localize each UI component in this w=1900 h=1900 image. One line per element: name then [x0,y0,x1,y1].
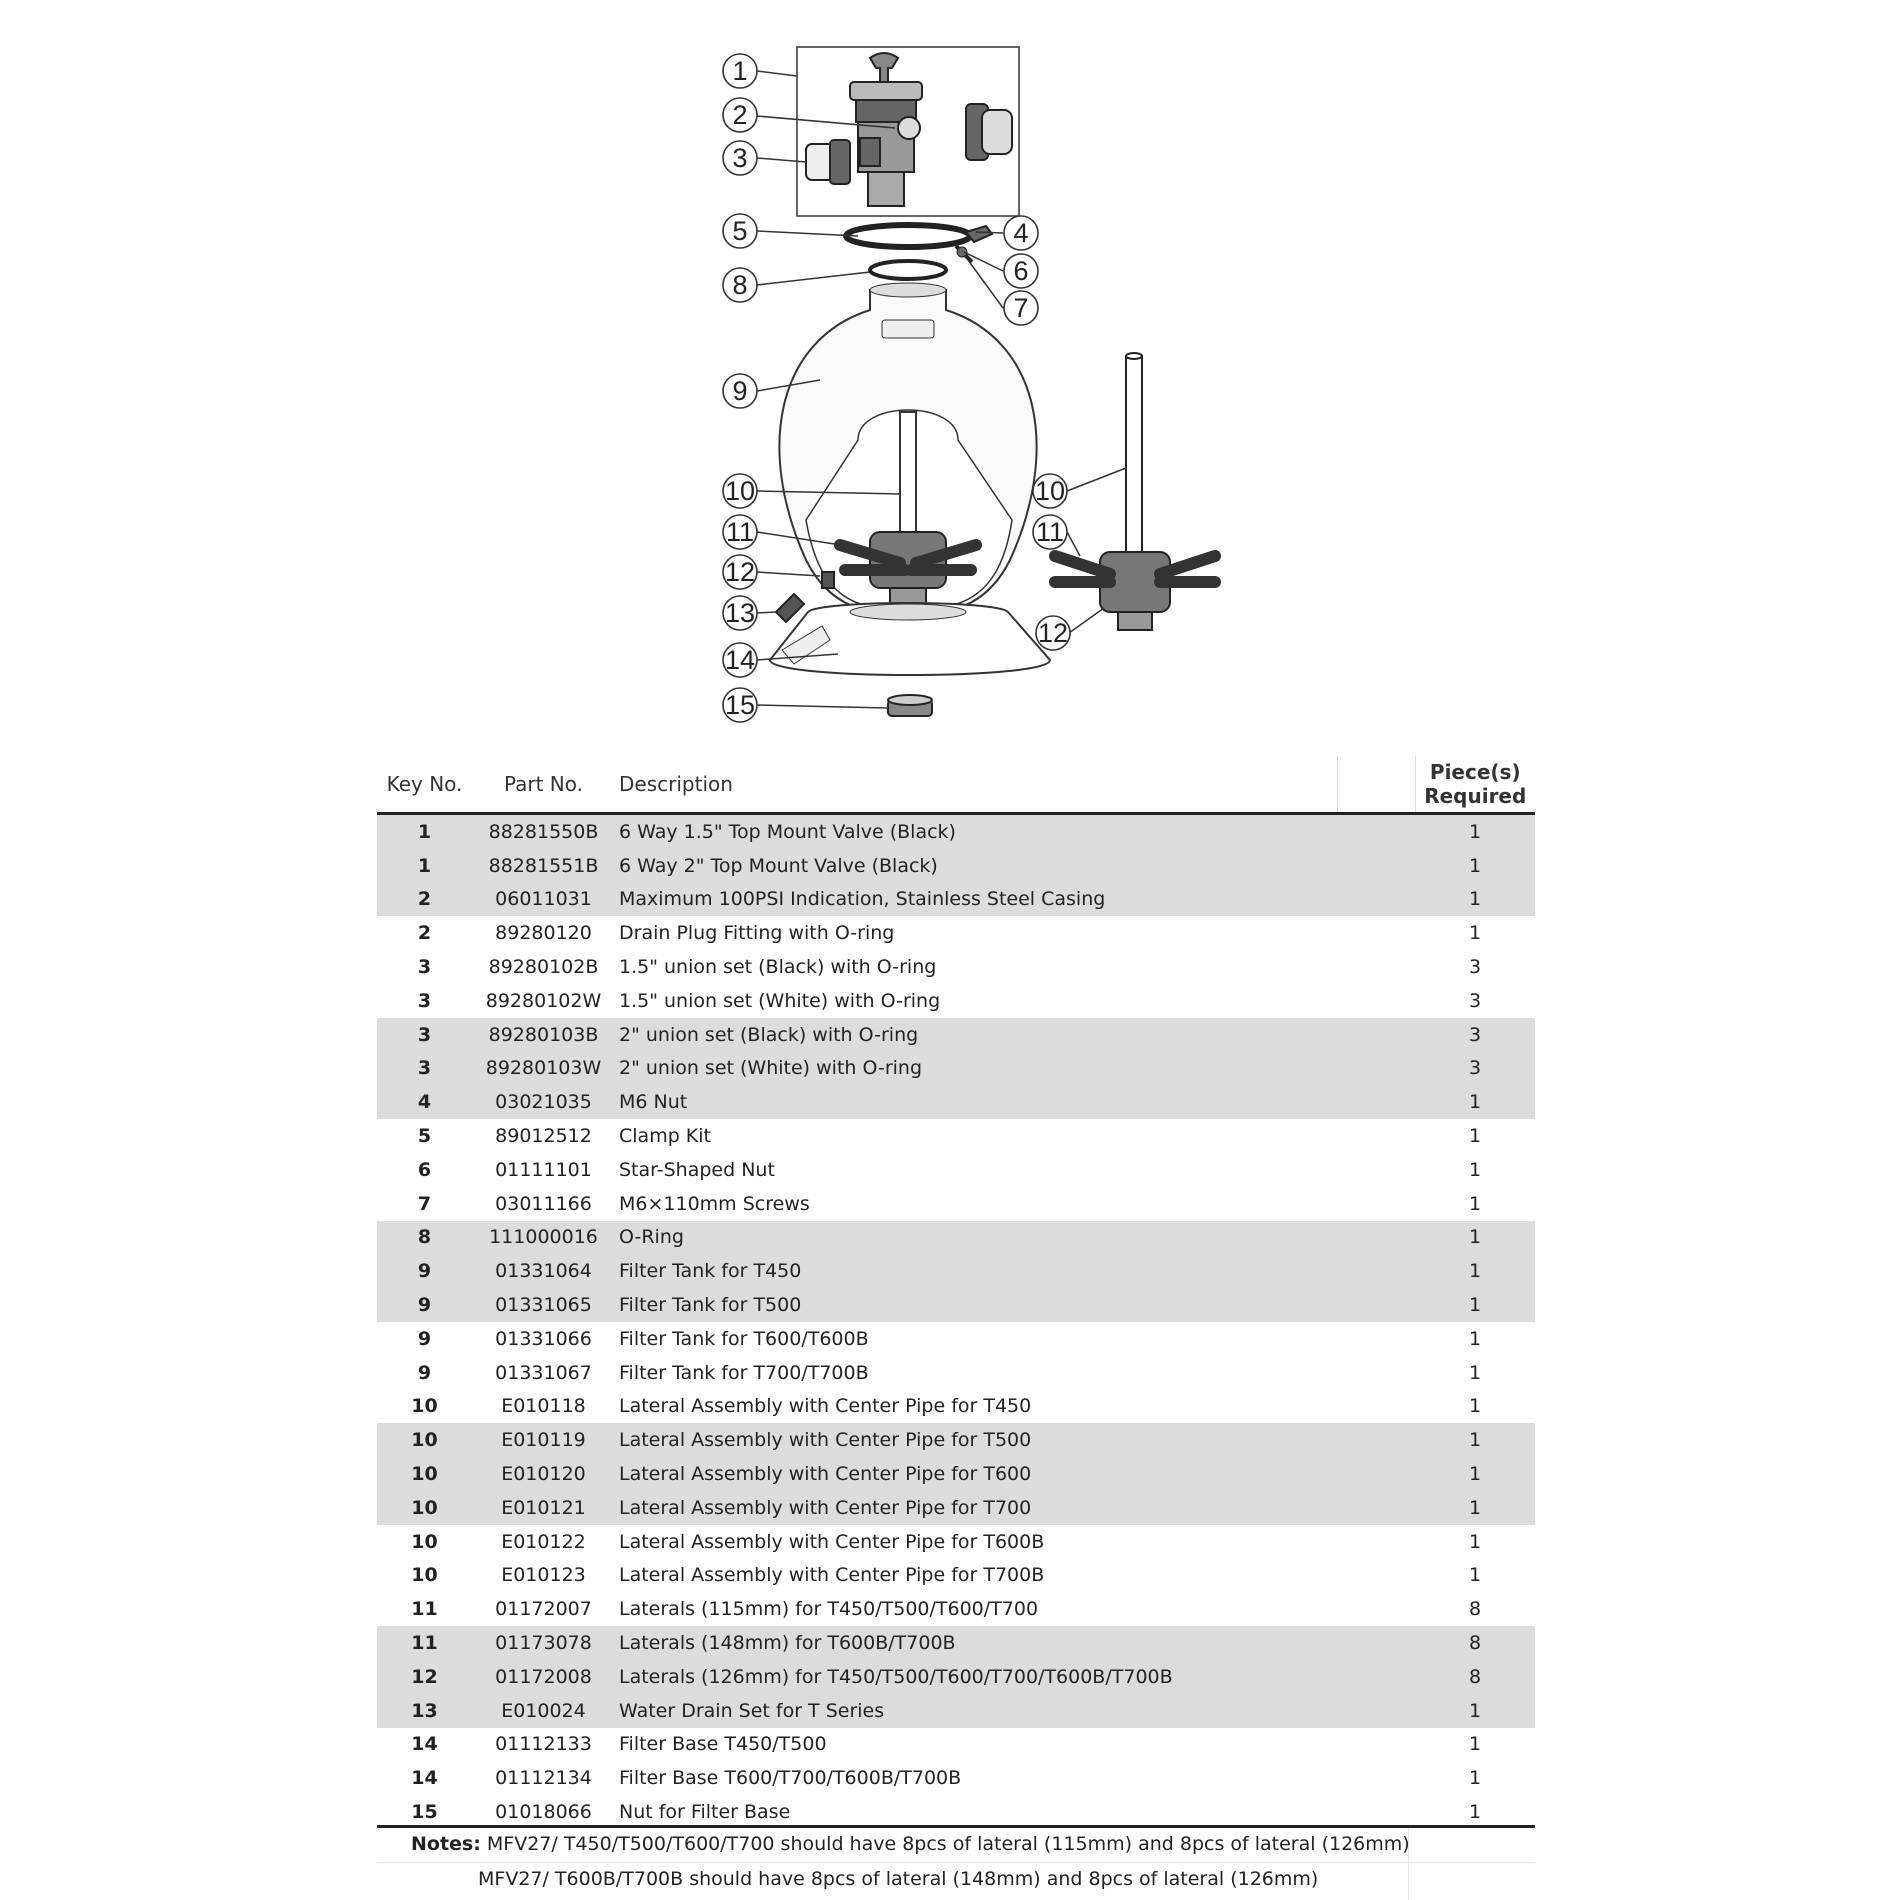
spacer-cell [1337,1119,1415,1153]
pieces-required-cell: 1 [1415,849,1535,883]
table-row [377,1018,1535,1052]
key-no-cell: 3 [377,1052,472,1086]
spacer-cell [1337,1423,1415,1457]
callout-11-standalone [1033,515,1067,549]
description-cell: Drain Plug Fitting with O-ring [619,922,895,945]
part-no-cell: 88281550B [472,814,615,849]
part-no-cell: 89280102W [485,989,602,1012]
callout-15 [723,688,757,722]
multiport-valve [850,53,922,206]
description-cell: 1.5" union set (White) with O-ring [619,989,941,1012]
pieces-required-cell: 1 [1415,883,1535,917]
key-no-cell: 2 [377,883,472,917]
part-no-cell: 01331065 [472,1288,615,1322]
callout-8 [723,268,757,302]
table-row [377,1728,1535,1762]
svg-text:14: 14 [724,645,756,675]
key-no-cell: 8 [377,1221,472,1255]
pieces-required-cell: 1 [1468,1767,1482,1790]
notes-line-2 [478,1868,1318,1890]
spacer-cell [1337,1356,1415,1390]
svg-text:8: 8 [732,270,748,300]
pieces-required-cell: 1 [1468,1395,1482,1418]
pieces-required-cell: 1 [1415,1491,1535,1525]
description-cell: Laterals (115mm) for T450/T500/T600/T700 [619,1598,1039,1621]
part-no-cell: 03021035 [472,1085,615,1119]
svg-text:3: 3 [732,143,748,173]
part-no-cell: 01173078 [472,1626,615,1660]
header-pieces-required [1415,756,1535,814]
key-no-cell: 12 [377,1660,472,1694]
table-row [377,1423,1535,1457]
notes-divider [377,1862,1535,1863]
pieces-required-cell: 1 [1468,1530,1482,1553]
part-no-cell: 01112134 [495,1767,592,1790]
key-no-cell: 4 [377,1085,472,1119]
table-row [377,1761,1535,1795]
part-no-cell: 89280103W [472,1052,615,1086]
svg-text:7: 7 [1013,293,1029,323]
svg-text:11: 11 [725,517,755,547]
key-no-cell: 10 [377,1423,472,1457]
pieces-required-cell: 1 [1468,1361,1482,1384]
spacer-cell [1337,916,1415,950]
callout-12-standalone [1036,616,1070,650]
part-no-cell: 89280120 [495,922,592,945]
pieces-required-cell: 8 [1468,1598,1482,1621]
key-no-cell: 13 [377,1694,472,1728]
table-header-row [377,756,1535,814]
svg-text:10: 10 [1034,476,1066,506]
part-no-cell: E010122 [501,1530,586,1553]
table-row [377,849,1535,883]
callout-1 [723,54,757,88]
pieces-required-cell: 3 [1415,1018,1535,1052]
spacer-cell [1337,1254,1415,1288]
spacer-cell [1337,1761,1415,1795]
pieces-required-cell: 1 [1468,922,1482,945]
part-no-cell: 88281551B [472,849,615,883]
description-cell: Star-Shaped Nut [619,1158,775,1181]
spacer-cell [1337,849,1415,883]
spacer-cell [1337,1085,1415,1119]
table-row [377,950,1535,984]
callout-10-standalone [1033,474,1067,508]
table-row [377,1085,1535,1119]
pieces-required-cell: 1 [1415,1694,1535,1728]
callout-2 [723,98,757,132]
part-no-cell: E010121 [472,1491,615,1525]
key-no-cell: 3 [377,1018,472,1052]
description-cell: Laterals (148mm) for T600B/T700B [615,1626,1337,1660]
description-cell: M6 Nut [615,1085,1337,1119]
pieces-required-cell: 1 [1415,1085,1535,1119]
pieces-required-cell: 1 [1415,1221,1535,1255]
spacer-cell [1337,1694,1415,1728]
callout-12 [723,555,757,589]
spacer-cell [1337,1221,1415,1255]
table-row [377,1559,1535,1593]
svg-text:5: 5 [732,216,748,246]
description-cell: Filter Tank for T450 [615,1254,1337,1288]
part-no-cell: 89280103B [472,1018,615,1052]
callout-13 [723,596,757,630]
callout-9 [723,374,757,408]
spacer-cell [1337,1491,1415,1525]
description-cell: Laterals (126mm) for T450/T500/T600/T700/T600B/T700B [615,1660,1337,1694]
description-cell: Water Drain Set for T Series [615,1694,1337,1728]
table-row [377,1694,1535,1728]
spacer-cell [1337,1322,1415,1356]
parts-table-body [377,814,1535,1829]
key-no-cell: 9 [377,1254,472,1288]
description-cell: M6×110mm Screws [619,1192,810,1215]
part-no-cell: 01172007 [495,1598,592,1621]
description-cell: Nut for Filter Base [619,1801,791,1823]
part-no-cell: 89280102B [488,956,599,979]
svg-text:10: 10 [724,476,756,506]
union-set-left [806,140,850,184]
part-no-cell: 111000016 [472,1221,615,1255]
spacer-cell [1337,1390,1415,1424]
description-cell: 2" union set (Black) with O-ring [615,1018,1337,1052]
spacer-cell [1337,1559,1415,1593]
part-no-cell: E010024 [472,1694,615,1728]
svg-text:1: 1 [732,56,748,86]
key-no-cell: 10 [411,1530,438,1553]
pieces-required-cell: 1 [1468,1327,1482,1350]
svg-text:9: 9 [732,376,748,406]
pieces-required-cell: 8 [1415,1626,1535,1660]
table-row [377,1592,1535,1626]
table-row [377,1457,1535,1491]
spacer-cell [1337,1592,1415,1626]
part-no-cell: 06011031 [472,883,615,917]
callout-10 [723,474,757,508]
svg-text:11: 11 [1035,517,1065,547]
description-cell: Filter Tank for T700/T700B [619,1361,869,1384]
key-no-cell: 9 [417,1327,432,1350]
description-cell: Filter Base T450/T500 [619,1733,827,1756]
key-no-cell: 10 [377,1457,472,1491]
callout-6 [1004,254,1038,288]
header-pieces-line1: Piece(s) [1429,760,1521,784]
part-no-cell: 01018066 [495,1801,592,1823]
notes-text-2: MFV27/ T600B/T700B should have 8pcs of lateral (148mm) and 8pcs of lateral (126mm) [478,1868,1319,1890]
description-cell: Lateral Assembly with Center Pipe for T500 [615,1423,1337,1457]
pieces-required-cell: 1 [1415,1254,1535,1288]
pieces-required-cell: 8 [1415,1660,1535,1694]
table-row [377,1356,1535,1390]
description-cell: O-Ring [615,1221,1337,1255]
table-row [377,1626,1535,1660]
callout-7 [1004,291,1038,325]
part-no-cell: E010118 [501,1395,586,1418]
key-no-cell: 3 [417,956,432,979]
key-no-cell: 10 [411,1564,438,1587]
table-row [377,1525,1535,1559]
description-cell: 1.5" union set (Black) with O-ring [619,956,937,979]
table-row [377,1390,1535,1424]
description-cell: 2" union set (White) with O-ring [615,1052,1337,1086]
description-cell: Lateral Assembly with Center Pipe for T700 [615,1491,1337,1525]
description-cell: Lateral Assembly with Center Pipe for T450 [619,1395,1032,1418]
pieces-required-cell: 3 [1468,989,1482,1012]
part-no-cell: 01331067 [495,1361,592,1384]
description-cell: Lateral Assembly with Center Pipe for T600 [615,1457,1337,1491]
spacer-cell [1337,1457,1415,1491]
header-spacer [1337,756,1415,814]
key-no-cell: 1 [377,849,472,883]
spacer-cell [1337,1288,1415,1322]
pieces-required-cell: 1 [1468,1192,1482,1215]
header-key-no: Key No. [377,756,472,814]
clamp-kit [846,225,992,247]
spacer-cell [1337,1153,1415,1187]
key-no-cell: 2 [417,922,432,945]
callout-4 [1004,216,1038,250]
svg-text:15: 15 [724,690,756,720]
spacer-cell [1337,1018,1415,1052]
description-cell: Filter Tank for T600/T600B [619,1327,869,1350]
key-no-cell: 9 [417,1361,432,1384]
callout-14 [723,643,757,677]
description-cell: Clamp Kit [619,1125,711,1148]
key-no-cell: 11 [411,1598,438,1621]
part-no-cell: E010119 [472,1423,615,1457]
spacer-cell [1337,1525,1415,1559]
svg-text:12: 12 [724,557,756,587]
table-row [377,1322,1535,1356]
table-row [377,1660,1535,1694]
part-no-cell: 01331064 [472,1254,615,1288]
table-row [377,1187,1535,1221]
pieces-required-cell: 1 [1468,1158,1482,1181]
description-cell: Lateral Assembly with Center Pipe for T700B [619,1564,1045,1587]
description-cell: 6 Way 2" Top Mount Valve (Black) [615,849,1337,883]
exploded-parts-diagram [0,0,1900,740]
pieces-required-cell: 1 [1415,814,1535,849]
key-no-cell: 14 [411,1767,438,1790]
key-no-cell: 14 [411,1733,438,1756]
table-row [377,814,1535,849]
table-row [377,916,1535,950]
callout-5 [723,214,757,248]
notes-section [377,1825,1535,1900]
key-no-cell: 7 [417,1192,432,1215]
header-pieces-line2: Required [1424,784,1527,808]
table-row [377,1221,1535,1255]
pieces-required-cell: 1 [1468,1564,1482,1587]
svg-text:12: 12 [1037,618,1069,648]
table-row [377,883,1535,917]
table-row [377,1052,1535,1086]
notes-line-1 [411,1833,1410,1855]
description-cell: Maximum 100PSI Indication, Stainless Steel Casing [615,883,1337,917]
part-no-cell: 01111101 [495,1158,592,1181]
key-no-cell: 3 [417,989,432,1012]
svg-text:13: 13 [724,598,756,628]
spacer-cell [1337,1052,1415,1086]
part-no-cell: 01331066 [495,1327,592,1350]
notes-label: Notes: [411,1833,481,1855]
table-row [377,1795,1535,1829]
callout-11 [723,515,757,549]
part-no-cell: E010120 [472,1457,615,1491]
svg-text:4: 4 [1013,218,1029,248]
pieces-required-cell: 3 [1468,956,1482,979]
spacer-cell [1337,1626,1415,1660]
description-cell: Filter Tank for T500 [615,1288,1337,1322]
spacer-cell [1337,883,1415,917]
header-description: Description [615,756,1337,814]
key-no-cell: 15 [411,1801,438,1823]
part-no-cell: 03011166 [495,1192,592,1215]
pieces-required-cell: 1 [1468,1801,1482,1823]
key-no-cell: 5 [417,1125,432,1148]
pieces-required-cell: 1 [1468,1125,1482,1148]
spacer-cell [1337,1728,1415,1762]
table-row [377,1288,1535,1322]
spacer-cell [1337,1187,1415,1221]
table-row [377,984,1535,1018]
key-no-cell: 10 [377,1491,472,1525]
pieces-required-cell: 1 [1468,1733,1482,1756]
key-no-cell: 1 [377,814,472,849]
spacer-cell [1337,984,1415,1018]
o-ring [870,261,946,279]
key-no-cell: 6 [417,1158,432,1181]
key-no-cell: 11 [377,1626,472,1660]
svg-text:2: 2 [732,100,748,130]
table-row [377,1119,1535,1153]
table-row [377,1254,1535,1288]
lateral-assembly-standalone [1055,353,1215,630]
spacer-cell [1337,1660,1415,1694]
spacer-cell [1337,814,1415,849]
part-no-cell: 89012512 [495,1125,592,1148]
key-no-cell: 9 [377,1288,472,1322]
pieces-required-cell: 1 [1415,1288,1535,1322]
notes-text-1: MFV27/ T450/T500/T600/T700 should have 8pcs of lateral (115mm) and 8pcs of lateral (126mm) [486,1833,1410,1855]
description-cell: 6 Way 1.5" Top Mount Valve (Black) [615,814,1337,849]
header-part-no: Part No. [472,756,615,814]
part-no-cell: 01172008 [472,1660,615,1694]
key-no-cell: 10 [411,1395,438,1418]
pieces-required-cell: 3 [1415,1052,1535,1086]
spacer-cell [1337,1795,1415,1829]
parts-table [377,756,1535,1829]
svg-text:6: 6 [1013,256,1029,286]
table-row [377,1491,1535,1525]
description-cell: Filter Base T600/T700/T600B/T700B [619,1767,962,1790]
spacer-cell [1337,950,1415,984]
callout-3 [723,141,757,175]
description-cell: Lateral Assembly with Center Pipe for T600B [619,1530,1045,1553]
base-nut [888,695,932,716]
pieces-required-cell: 1 [1415,1423,1535,1457]
pieces-required-cell: 1 [1415,1457,1535,1491]
part-no-cell: E010123 [501,1564,586,1587]
union-set-right [966,104,1012,160]
table-row [377,1153,1535,1187]
part-no-cell: 01112133 [495,1733,592,1756]
